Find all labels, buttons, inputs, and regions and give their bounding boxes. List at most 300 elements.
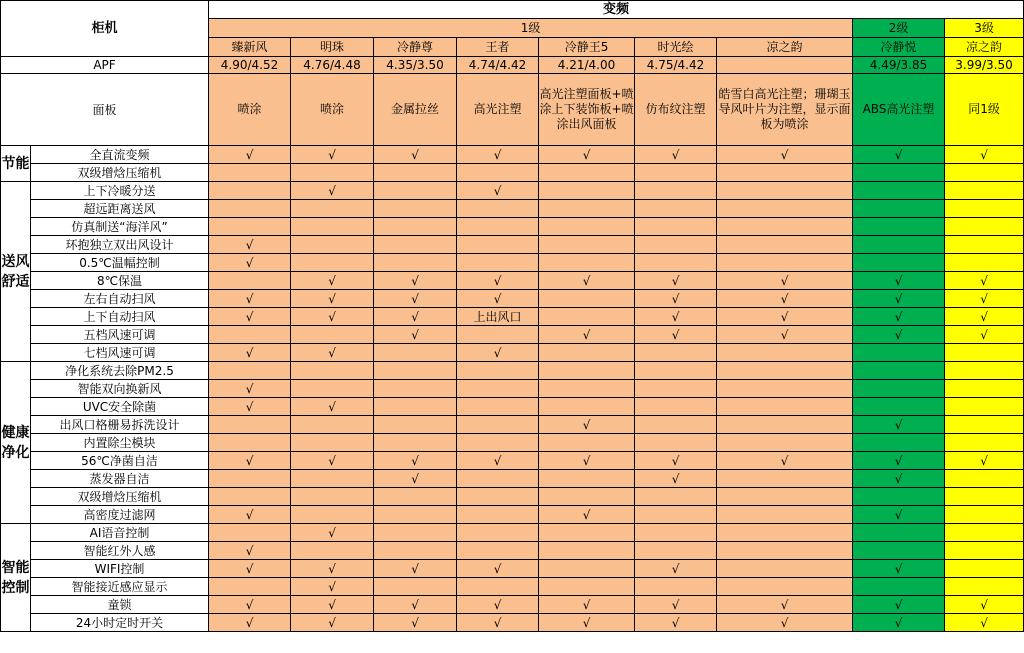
feature-cell	[209, 272, 291, 290]
check-mark: √	[457, 272, 539, 290]
table-row	[1, 488, 1024, 506]
feature-label: 双级增焓压缩机	[31, 488, 209, 506]
feature-cell	[635, 344, 717, 362]
feature-cell	[635, 182, 717, 200]
feature-cell	[717, 398, 853, 416]
check-mark: √	[539, 506, 635, 524]
feature-cell	[945, 434, 1024, 452]
check-mark: √	[717, 308, 853, 326]
check-mark: √	[291, 452, 374, 470]
feature-cell	[374, 362, 457, 380]
feature-label: 双级增焓压缩机	[31, 164, 209, 182]
model-name: 冷静悦	[853, 38, 945, 57]
check-mark: √	[209, 542, 291, 560]
check-mark: √	[374, 470, 457, 488]
check-mark: √	[209, 596, 291, 614]
feature-cell	[374, 542, 457, 560]
table-row	[1, 452, 1024, 470]
feature-cell	[635, 488, 717, 506]
feature-cell	[635, 362, 717, 380]
feature-label: 超远距离送风	[31, 200, 209, 218]
check-mark: √	[539, 326, 635, 344]
check-mark: √	[457, 596, 539, 614]
feature-cell	[945, 488, 1024, 506]
check-mark: √	[853, 146, 945, 164]
feature-cell	[853, 236, 945, 254]
check-mark: √	[635, 290, 717, 308]
feature-cell	[717, 488, 853, 506]
feature-cell	[374, 218, 457, 236]
check-mark: √	[853, 272, 945, 290]
check-mark: √	[635, 614, 717, 632]
model-name: 臻新风	[209, 38, 291, 57]
check-mark: √	[635, 596, 717, 614]
feature-label: 56℃净菌自洁	[31, 452, 209, 470]
check-mark: √	[635, 560, 717, 578]
feature-cell	[209, 362, 291, 380]
feature-cell	[291, 200, 374, 218]
feature-cell	[945, 578, 1024, 596]
check-mark: √	[635, 452, 717, 470]
feature-cell	[717, 218, 853, 236]
feature-cell	[717, 164, 853, 182]
feature-cell	[853, 182, 945, 200]
feature-label: 净化系统去除PM2.5	[31, 362, 209, 380]
check-mark: √	[945, 308, 1024, 326]
check-mark: √	[853, 614, 945, 632]
feature-cell	[717, 416, 853, 434]
table-row	[1, 470, 1024, 488]
check-mark: √	[291, 578, 374, 596]
feature-cell	[291, 164, 374, 182]
panel-type: 皓雪白高光注塑；珊瑚玉导风叶片为注塑，显示面板为喷涂	[717, 74, 853, 146]
feature-cell	[635, 236, 717, 254]
feature-cell	[209, 218, 291, 236]
tier2-header: 2级	[853, 19, 945, 38]
feature-cell	[209, 416, 291, 434]
panel-type: 高光注塑	[457, 74, 539, 146]
feature-cell	[291, 434, 374, 452]
check-mark: √	[635, 470, 717, 488]
check-mark: √	[945, 452, 1024, 470]
check-mark: √	[374, 290, 457, 308]
feature-cell	[945, 524, 1024, 542]
feature-cell	[291, 416, 374, 434]
check-mark: √	[291, 614, 374, 632]
feature-cell	[635, 218, 717, 236]
table-row	[1, 380, 1024, 398]
table-row	[1, 182, 1024, 200]
feature-cell	[457, 434, 539, 452]
feature-label: 0.5℃温幅控制	[31, 254, 209, 272]
feature-label: 蒸发器自洁	[31, 470, 209, 488]
feature-label: 智能红外人感	[31, 542, 209, 560]
feature-cell	[853, 254, 945, 272]
feature-label: 全直流变频	[31, 146, 209, 164]
feature-cell	[635, 164, 717, 182]
feature-cell	[945, 416, 1024, 434]
feature-cell	[539, 578, 635, 596]
feature-cell	[945, 254, 1024, 272]
table-row	[1, 200, 1024, 218]
feature-cell	[853, 488, 945, 506]
feature-cell	[374, 164, 457, 182]
feature-cell	[635, 578, 717, 596]
feature-cell	[209, 164, 291, 182]
feature-cell	[945, 362, 1024, 380]
feature-cell	[945, 542, 1024, 560]
table-row	[1, 362, 1024, 380]
feature-cell	[539, 434, 635, 452]
feature-cell	[717, 254, 853, 272]
table-row	[1, 164, 1024, 182]
feature-cell	[209, 524, 291, 542]
apf-label: APF	[1, 57, 209, 74]
table-row	[1, 146, 1024, 164]
feature-cell	[539, 470, 635, 488]
table-row	[1, 596, 1024, 614]
check-mark: √	[209, 344, 291, 362]
panel-type: 喷涂	[291, 74, 374, 146]
feature-cell	[539, 344, 635, 362]
feature-cell	[853, 164, 945, 182]
feature-cell	[853, 362, 945, 380]
feature-cell	[209, 578, 291, 596]
feature-cell	[209, 434, 291, 452]
feature-cell	[539, 560, 635, 578]
apf-value: 4.49/3.85	[853, 57, 945, 74]
check-mark: √	[457, 560, 539, 578]
feature-cell	[635, 380, 717, 398]
check-mark: √	[291, 308, 374, 326]
check-mark: √	[291, 182, 374, 200]
feature-cell	[945, 398, 1024, 416]
check-mark: √	[539, 596, 635, 614]
feature-label: 智能接近感应显示	[31, 578, 209, 596]
check-mark: √	[291, 344, 374, 362]
check-mark: √	[717, 146, 853, 164]
check-mark: √	[209, 506, 291, 524]
feature-label: 七档风速可调	[31, 344, 209, 362]
feature-cell	[291, 218, 374, 236]
feature-cell	[539, 488, 635, 506]
check-mark: √	[374, 146, 457, 164]
feature-cell	[635, 254, 717, 272]
table-row	[1, 542, 1024, 560]
feature-cell	[291, 470, 374, 488]
feature-cell	[635, 416, 717, 434]
table-row	[1, 236, 1024, 254]
apf-value: 3.99/3.50	[945, 57, 1024, 74]
check-mark: √	[539, 146, 635, 164]
check-mark: √	[635, 308, 717, 326]
feature-cell	[374, 416, 457, 434]
check-mark: √	[209, 236, 291, 254]
feature-cell	[457, 164, 539, 182]
feature-label: UVC安全除菌	[31, 398, 209, 416]
feature-cell	[945, 344, 1024, 362]
feature-label: 左右自动扫风	[31, 290, 209, 308]
table-row	[1, 434, 1024, 452]
tier1-header: 1级	[209, 19, 853, 38]
feature-cell	[717, 200, 853, 218]
table-row	[1, 218, 1024, 236]
table-row	[1, 344, 1024, 362]
apf-value: 4.35/3.50	[374, 57, 457, 74]
check-mark: √	[209, 452, 291, 470]
feature-cell	[717, 470, 853, 488]
feature-cell	[457, 416, 539, 434]
feature-cell	[853, 398, 945, 416]
check-mark: √	[291, 560, 374, 578]
apf-value: 4.21/4.00	[539, 57, 635, 74]
check-mark: √	[945, 326, 1024, 344]
check-mark: √	[539, 452, 635, 470]
apf-value	[717, 57, 853, 74]
feature-cell	[853, 380, 945, 398]
check-mark: √	[291, 272, 374, 290]
feature-cell	[945, 200, 1024, 218]
check-mark: √	[374, 596, 457, 614]
check-mark: √	[457, 146, 539, 164]
check-mark: √	[539, 614, 635, 632]
feature-cell	[853, 344, 945, 362]
feature-cell	[635, 434, 717, 452]
check-mark: √	[209, 290, 291, 308]
check-mark: √	[945, 290, 1024, 308]
feature-cell	[717, 380, 853, 398]
check-mark: √	[457, 290, 539, 308]
apf-value: 4.90/4.52	[209, 57, 291, 74]
check-mark: √	[374, 326, 457, 344]
feature-cell	[717, 578, 853, 596]
feature-cell	[291, 506, 374, 524]
feature-cell	[945, 560, 1024, 578]
feature-cell	[374, 488, 457, 506]
feature-cell	[945, 182, 1024, 200]
panel-type: ABS高光注塑	[853, 74, 945, 146]
feature-cell	[209, 200, 291, 218]
feature-label: 上下冷暖分送	[31, 182, 209, 200]
feature-cell	[374, 380, 457, 398]
feature-cell	[539, 542, 635, 560]
feature-cell	[374, 578, 457, 596]
table-row	[1, 416, 1024, 434]
feature-cell	[374, 344, 457, 362]
feature-cell	[291, 326, 374, 344]
feature-label: 五档风速可调	[31, 326, 209, 344]
feature-label: 8℃保温	[31, 272, 209, 290]
feature-cell	[374, 200, 457, 218]
check-mark: √	[717, 272, 853, 290]
feature-cell	[457, 362, 539, 380]
category-label: 健康净化	[1, 362, 31, 524]
feature-cell	[717, 524, 853, 542]
check-mark: √	[209, 380, 291, 398]
check-mark: √	[717, 290, 853, 308]
feature-label: 童锁	[31, 596, 209, 614]
check-mark: √	[374, 272, 457, 290]
panel-type: 高光注塑面板+喷涂上下装饰板+喷涂出风面板	[539, 74, 635, 146]
check-mark: √	[717, 614, 853, 632]
feature-cell	[539, 524, 635, 542]
check-mark: √	[374, 614, 457, 632]
model-name: 冷静尊	[374, 38, 457, 57]
check-mark: √	[374, 308, 457, 326]
check-mark: √	[717, 326, 853, 344]
feature-cell	[291, 254, 374, 272]
feature-cell	[291, 236, 374, 254]
feature-cell	[457, 488, 539, 506]
feature-cell	[457, 470, 539, 488]
check-mark: √	[853, 416, 945, 434]
feature-cell	[539, 290, 635, 308]
feature-cell	[717, 236, 853, 254]
check-mark: √	[291, 524, 374, 542]
feature-label: 出风口格栅易拆洗设计	[31, 416, 209, 434]
check-mark: √	[853, 560, 945, 578]
feature-label: 上下自动扫风	[31, 308, 209, 326]
feature-cell	[635, 542, 717, 560]
feature-label: 24小时定时开关	[31, 614, 209, 632]
feature-label: 仿真制送“海洋风”	[31, 218, 209, 236]
check-mark: √	[635, 146, 717, 164]
feature-cell	[209, 470, 291, 488]
feature-cell	[945, 470, 1024, 488]
model-name: 凉之韵	[945, 38, 1024, 57]
table-row	[1, 398, 1024, 416]
feature-cell	[539, 218, 635, 236]
check-mark: √	[291, 290, 374, 308]
check-mark: √	[539, 272, 635, 290]
category-label: 送风舒适	[1, 182, 31, 362]
feature-cell	[291, 380, 374, 398]
feature-label: 环抱独立双出风设计	[31, 236, 209, 254]
check-mark: √	[853, 596, 945, 614]
feature-cell	[291, 362, 374, 380]
check-mark: √	[635, 326, 717, 344]
check-mark: √	[291, 596, 374, 614]
panel-type: 仿布纹注塑	[635, 74, 717, 146]
feature-cell	[945, 164, 1024, 182]
table-row	[1, 254, 1024, 272]
feature-cell	[291, 488, 374, 506]
feature-cell: 上出风口	[457, 308, 539, 326]
feature-label: AI语音控制	[31, 524, 209, 542]
feature-cell	[457, 254, 539, 272]
check-mark: √	[457, 614, 539, 632]
check-mark: √	[853, 290, 945, 308]
feature-label: WIFI控制	[31, 560, 209, 578]
feature-cell	[539, 308, 635, 326]
table-row	[1, 578, 1024, 596]
check-mark: √	[209, 614, 291, 632]
tier3-header: 3级	[945, 19, 1024, 38]
feature-cell	[457, 236, 539, 254]
feature-cell	[374, 254, 457, 272]
check-mark: √	[853, 470, 945, 488]
check-mark: √	[853, 308, 945, 326]
feature-cell	[717, 344, 853, 362]
category-label: 节能	[1, 146, 31, 182]
check-mark: √	[635, 272, 717, 290]
apf-value: 4.74/4.42	[457, 57, 539, 74]
model-name: 明珠	[291, 38, 374, 57]
group-header: 变频	[209, 1, 1024, 19]
feature-cell	[457, 524, 539, 542]
feature-cell	[209, 326, 291, 344]
feature-cell	[945, 236, 1024, 254]
apf-value: 4.76/4.48	[291, 57, 374, 74]
check-mark: √	[209, 308, 291, 326]
table-row	[1, 272, 1024, 290]
feature-label: 智能双向换新风	[31, 380, 209, 398]
check-mark: √	[209, 254, 291, 272]
check-mark: √	[945, 596, 1024, 614]
check-mark: √	[457, 344, 539, 362]
feature-cell	[374, 398, 457, 416]
panel-label: 面板	[1, 74, 209, 146]
category-label: 智能控制	[1, 524, 31, 632]
table-row	[1, 506, 1024, 524]
feature-cell	[457, 398, 539, 416]
check-mark: √	[457, 452, 539, 470]
check-mark: √	[853, 326, 945, 344]
check-mark: √	[209, 560, 291, 578]
feature-cell	[457, 218, 539, 236]
table-row	[1, 308, 1024, 326]
feature-cell	[457, 578, 539, 596]
feature-cell	[539, 182, 635, 200]
feature-cell	[457, 380, 539, 398]
corner-header: 柜机	[1, 1, 209, 57]
feature-label: 高密度过滤网	[31, 506, 209, 524]
feature-cell	[374, 506, 457, 524]
feature-cell	[457, 326, 539, 344]
panel-type: 同1级	[945, 74, 1024, 146]
check-mark: √	[945, 272, 1024, 290]
check-mark: √	[853, 452, 945, 470]
table-row	[1, 560, 1024, 578]
feature-cell	[539, 200, 635, 218]
model-name: 冷静王5	[539, 38, 635, 57]
feature-cell	[945, 380, 1024, 398]
panel-type: 喷涂	[209, 74, 291, 146]
check-mark: √	[717, 596, 853, 614]
feature-cell	[374, 236, 457, 254]
feature-cell	[457, 200, 539, 218]
feature-cell	[635, 506, 717, 524]
check-mark: √	[291, 146, 374, 164]
feature-cell	[635, 200, 717, 218]
feature-cell	[539, 362, 635, 380]
check-mark: √	[209, 146, 291, 164]
table-row	[1, 614, 1024, 632]
table-row	[1, 290, 1024, 308]
feature-cell	[635, 398, 717, 416]
feature-cell	[717, 506, 853, 524]
table-row	[1, 524, 1024, 542]
feature-cell	[374, 524, 457, 542]
check-mark: √	[457, 182, 539, 200]
feature-cell	[853, 578, 945, 596]
feature-cell	[457, 542, 539, 560]
model-name: 时光绘	[635, 38, 717, 57]
feature-cell	[853, 434, 945, 452]
check-mark: √	[717, 452, 853, 470]
feature-cell	[853, 200, 945, 218]
check-mark: √	[374, 560, 457, 578]
